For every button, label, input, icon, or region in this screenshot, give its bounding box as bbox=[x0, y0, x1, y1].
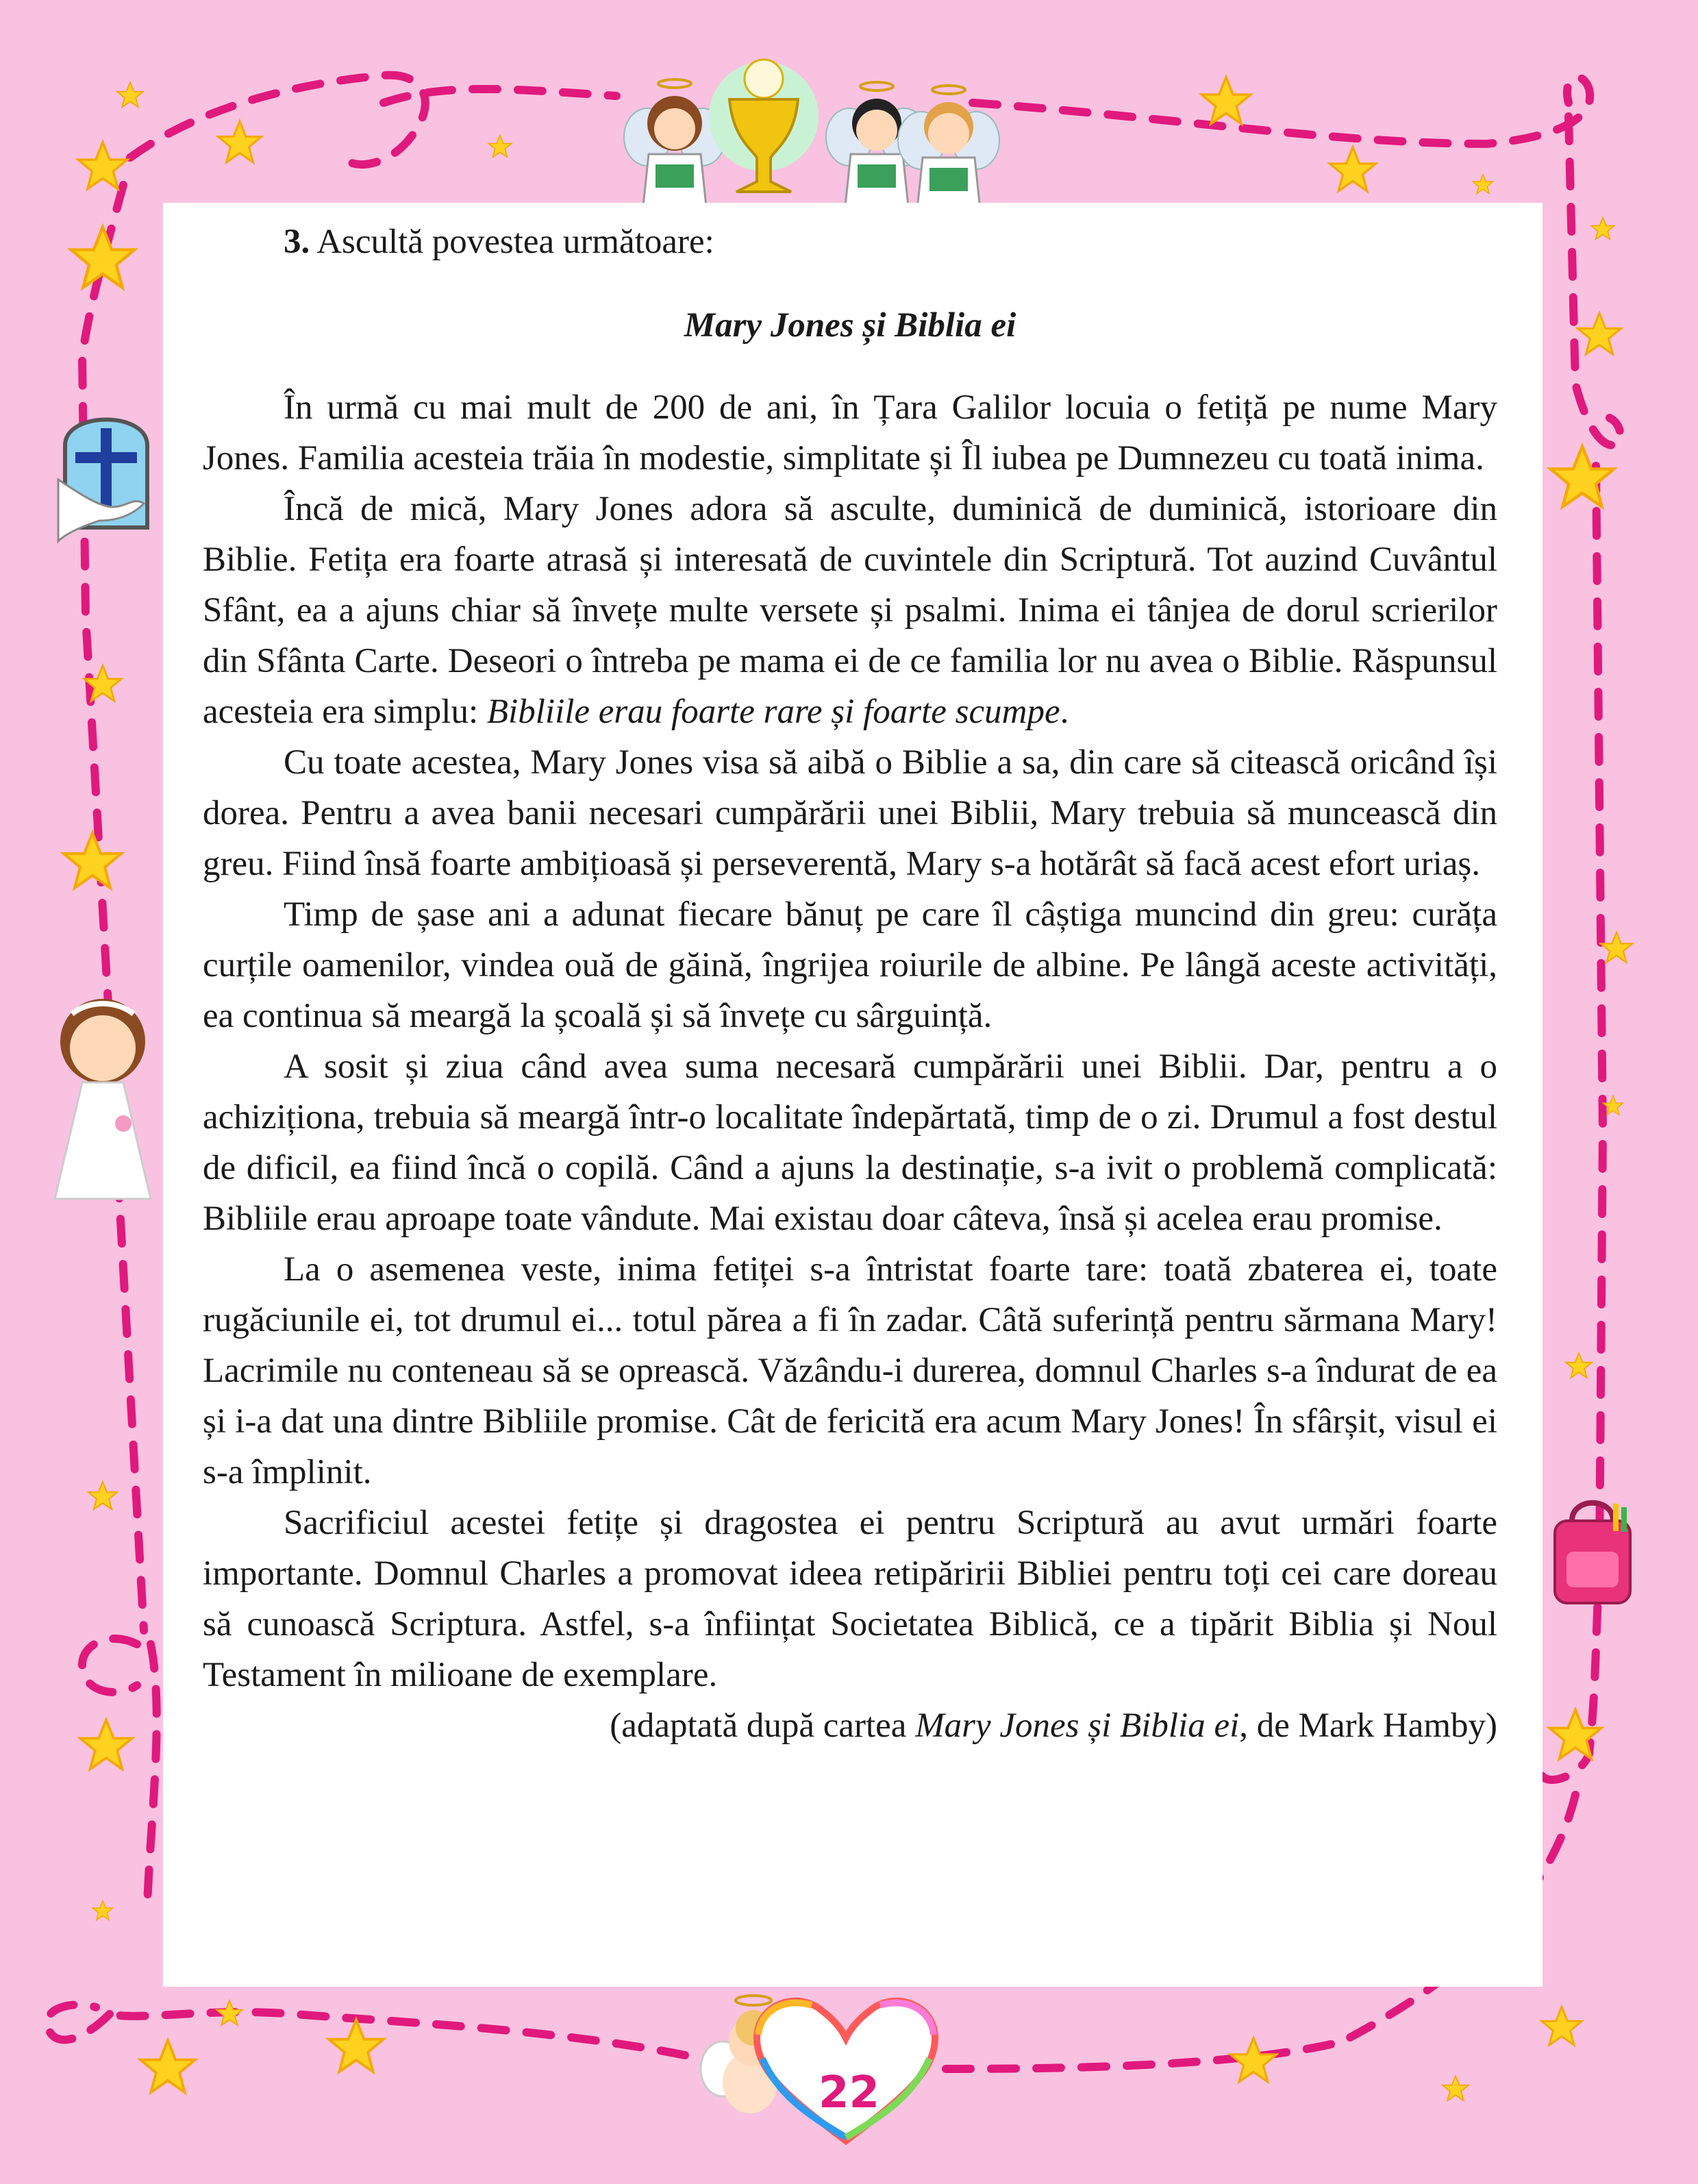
angel-girl-icon bbox=[624, 79, 725, 219]
story-title: Mary Jones și Biblia ei bbox=[684, 306, 1016, 345]
backpack-icon bbox=[1555, 1503, 1630, 1603]
exercise-number: 3. bbox=[284, 223, 310, 261]
exercise-instruction: Ascultă povestea următoare: bbox=[316, 223, 714, 261]
text-content bbox=[203, 216, 1497, 1751]
stained-glass-cross-icon bbox=[58, 420, 147, 542]
story-paragraph: În urmă cu mai mult de 200 de ani, în Țara Galilor locuia o fetiță pe nume Mary Jones. Familia acesteia trăia în modestie, simplitate și Îl iubea pe Dumnezeu cu toată inima. bbox=[203, 388, 1497, 477]
exercise-heading bbox=[203, 216, 1497, 267]
story-source: (adaptată după cartea Mary Jones și Biblia ei, de Mark Hamby) bbox=[610, 1707, 1497, 1745]
story-quote: Bibliile erau foarte rare și foarte scumpe bbox=[486, 693, 1060, 731]
story-paragraph: Sacrificiul acestei fetițe și dragostea ei pentru Scriptură au avut urmări foarte importante. Domnul Charles a promovat ideea retipăririi Bibliei pentru toți cei care doreau să cunoască Scriptura. Astfel, s-a înființat Societatea Biblică, ce a tipărit Biblia și Noul Testament în milioane de exemplare. bbox=[203, 1504, 1497, 1694]
story-paragraph: La o asemenea veste, inima fetiței s-a întristat foarte tare: toată zbaterea ei, toate rugăciunile ei, tot drumul ei... totul părea a fi în zadar. Câtă suferință pentru sărmana Mary! Lacrimile nu conteneau să se oprească. Văzându-i durerea, domnul Charles s-a îndurat de ea și i-a dat una dintre Bibliile promise. Cât de fericită era acum Mary Jones! În sfârșit, visul ei s-a împlinit. bbox=[203, 1250, 1497, 1491]
story-paragraph: Timp de șase ani a adunat fiecare bănuț pe care îl câștiga muncind din greu: curăța curțile oamenilor, vindea ouă de găină, îngrijea roiurile de albine. Pe lângă aceste activități, ea continua să meargă la școală și să învețe cu sârguință. bbox=[203, 895, 1497, 1035]
story-paragraph: Încă de mică, Mary Jones adora să asculte, duminică de duminică, istorioare din Biblie. Fetița era foarte atrasă și interesată de cuvintele din Scriptură. Tot auzind Cuvântul Sfânt, ea a ajuns chiar să învețe multe versete și psalmi. Inima ei tânjea de dorul scrierilor din Sfânta Carte. Deseori o întreba pe mama ei de ce familia lor nu avea o Biblie. Răspunsul acesteia era simplu: Bibliile erau foarte rare și foarte scumpe. bbox=[203, 490, 1497, 731]
story-paragraph: Cu toate acestea, Mary Jones visa să aibă o Biblie a sa, din care să citească oricând își dorea. Pentru a avea banii necesari cumpărării unei Biblii, Mary trebuia să muncească din greu. Fiind însă foarte ambițioasă și perseverentă, Mary s-a hotărât să facă acest efort uriaș. bbox=[203, 743, 1497, 883]
story-paragraph: A sosit și ziua când avea suma necesară cumpărării unei Biblii. Dar, pentru a o achiziționa, trebuia să meargă într-o localitate îndepărtată, timp de o zi. Drumul a fost destul de dificil, ea fiind încă o copilă. Când a ajuns la destinație, s-a ivit o problemă complicată: Bibliile erau aproape toate vândute. Mai existau doar câteva, însă și acelea erau promise. bbox=[203, 1047, 1497, 1238]
content-page bbox=[163, 203, 1543, 1987]
source-book-title: Mary Jones și Biblia ei bbox=[915, 1707, 1240, 1745]
chalice-icon bbox=[709, 60, 819, 192]
girl-communion-icon bbox=[55, 999, 151, 1199]
